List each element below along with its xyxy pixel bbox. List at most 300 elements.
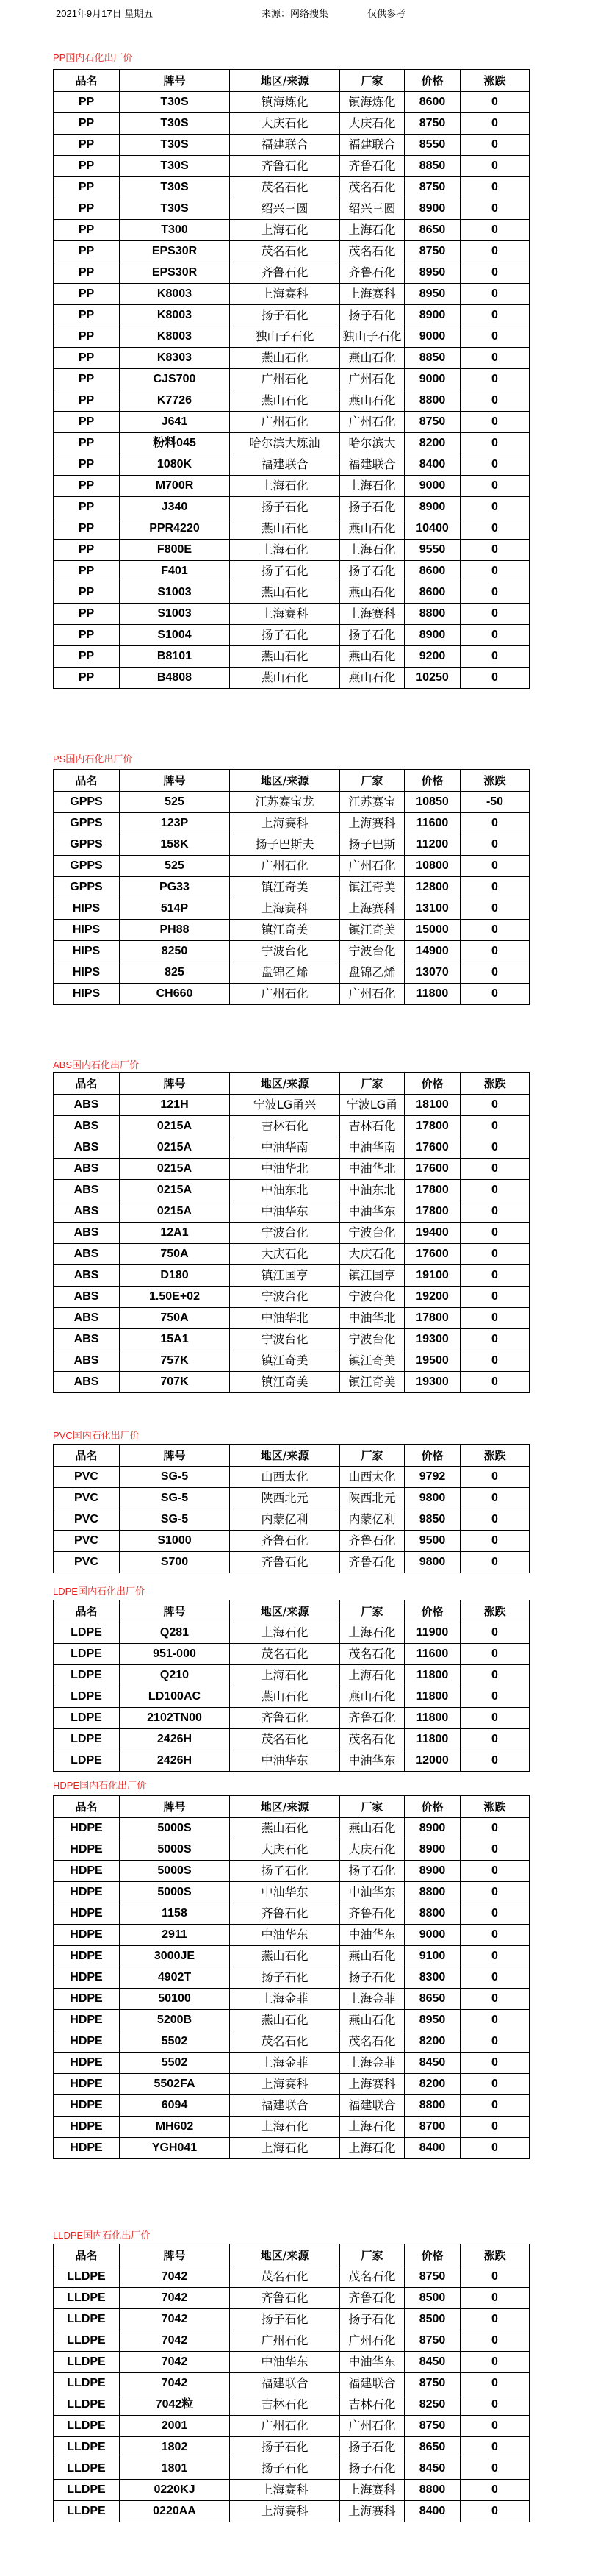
cell-price: 12800 xyxy=(405,877,461,898)
cell-price: 11200 xyxy=(405,834,461,856)
table-row xyxy=(54,668,530,689)
cell-price: 11800 xyxy=(405,984,461,1005)
cell-change: 0 xyxy=(461,1750,530,1772)
cell-grade: 7042 xyxy=(120,2309,230,2330)
cell-price: 11800 xyxy=(405,1729,461,1750)
cell-change: 0 xyxy=(461,2352,530,2373)
cell-category: HDPE xyxy=(54,2117,120,2138)
cell-grade: 7042 xyxy=(120,2288,230,2309)
cell-change: 0 xyxy=(461,2437,530,2458)
cell-change: 0 xyxy=(461,1159,530,1180)
cell-price: 8950 xyxy=(405,262,461,284)
cell-category: PVC xyxy=(54,1467,120,1488)
cell-grade: 0215A xyxy=(120,1116,230,1137)
price-table xyxy=(53,1795,530,2159)
cell-change: 0 xyxy=(461,497,530,518)
table-row xyxy=(54,433,530,454)
cell-factory: 齐鲁石化 xyxy=(340,1552,405,1573)
cell-price: 8550 xyxy=(405,135,461,156)
cell-grade: D180 xyxy=(120,1265,230,1287)
table-row xyxy=(54,2288,530,2309)
cell-price: 9792 xyxy=(405,1467,461,1488)
cell-price: 8850 xyxy=(405,348,461,369)
cell-price: 9100 xyxy=(405,1946,461,1967)
cell-change: 0 xyxy=(461,1350,530,1372)
table-row xyxy=(54,220,530,241)
cell-source: 吉林石化 xyxy=(230,1116,340,1137)
cell-price: 8200 xyxy=(405,2031,461,2053)
cell-grade: YGH041 xyxy=(120,2138,230,2159)
cell-price: 8900 xyxy=(405,1839,461,1861)
cell-price: 19500 xyxy=(405,1350,461,1372)
cell-source: 广州石化 xyxy=(230,984,340,1005)
cell-grade: T30S xyxy=(120,113,230,135)
cell-change: 0 xyxy=(461,2031,530,2053)
cell-factory: 上海石化 xyxy=(340,540,405,561)
column-header: 品名 xyxy=(54,770,120,792)
cell-grade: 7042 xyxy=(120,2330,230,2352)
cell-price: 8800 xyxy=(405,2480,461,2501)
cell-change: 0 xyxy=(461,305,530,326)
cell-change: 0 xyxy=(461,2330,530,2352)
cell-price: 11600 xyxy=(405,1644,461,1665)
table-row xyxy=(54,1116,530,1137)
column-header: 厂家 xyxy=(340,1796,405,1818)
cell-grade: K7726 xyxy=(120,390,230,412)
section-title: HDPE国内石化出厂价 xyxy=(53,1780,147,1791)
cell-source: 上海石化 xyxy=(230,2117,340,2138)
cell-category: HDPE xyxy=(54,2138,120,2159)
table-row xyxy=(54,476,530,497)
cell-source: 燕山石化 xyxy=(230,1686,340,1708)
price-table xyxy=(53,1600,530,1772)
cell-source: 齐鲁石化 xyxy=(230,262,340,284)
cell-factory: 齐鲁石化 xyxy=(340,2288,405,2309)
cell-source: 镇江奇美 xyxy=(230,877,340,898)
cell-change: 0 xyxy=(461,646,530,668)
cell-price: 8300 xyxy=(405,1967,461,1989)
cell-source: 吉林石化 xyxy=(230,2394,340,2416)
table-row xyxy=(54,856,530,877)
column-header: 涨跌 xyxy=(461,1600,530,1622)
column-header: 价格 xyxy=(405,1600,461,1622)
cell-source: 福建联合 xyxy=(230,454,340,476)
cell-change: 0 xyxy=(461,476,530,497)
cell-price: 8700 xyxy=(405,2117,461,2138)
cell-grade: S1003 xyxy=(120,604,230,625)
cell-category: LLDPE xyxy=(54,2373,120,2394)
column-header: 价格 xyxy=(405,1445,461,1467)
table-row xyxy=(54,2458,530,2480)
table-row xyxy=(54,1861,530,1882)
cell-price: 8200 xyxy=(405,2074,461,2095)
cell-price: 8400 xyxy=(405,454,461,476)
cell-change: 0 xyxy=(461,1903,530,1925)
cell-change: 0 xyxy=(461,198,530,220)
cell-factory: 扬子石化 xyxy=(340,497,405,518)
cell-grade: 525 xyxy=(120,792,230,813)
cell-price: 8450 xyxy=(405,2352,461,2373)
cell-change: 0 xyxy=(461,2416,530,2437)
cell-grade: MH602 xyxy=(120,2117,230,2138)
table-row xyxy=(54,1223,530,1244)
table-row xyxy=(54,1159,530,1180)
cell-grade: 1.50E+02 xyxy=(120,1287,230,1308)
cell-price: 8900 xyxy=(405,305,461,326)
cell-grade: K8303 xyxy=(120,348,230,369)
cell-grade: 0215A xyxy=(120,1137,230,1159)
cell-category: PP xyxy=(54,497,120,518)
table-header-row xyxy=(54,1445,530,1467)
cell-source: 上海石化 xyxy=(230,476,340,497)
cell-source: 中油华东 xyxy=(230,1882,340,1903)
cell-source: 燕山石化 xyxy=(230,582,340,604)
cell-price: 18100 xyxy=(405,1095,461,1116)
table-row xyxy=(54,2138,530,2159)
table-row xyxy=(54,1265,530,1287)
cell-source: 镇江奇美 xyxy=(230,1372,340,1393)
cell-category: PP xyxy=(54,220,120,241)
column-header: 价格 xyxy=(405,1073,461,1095)
cell-change: 0 xyxy=(461,540,530,561)
cell-price: 10400 xyxy=(405,518,461,540)
cell-factory: 燕山石化 xyxy=(340,348,405,369)
cell-change: 0 xyxy=(461,1509,530,1531)
cell-factory: 中油华东 xyxy=(340,1750,405,1772)
table-row xyxy=(54,305,530,326)
price-table xyxy=(53,1444,530,1573)
column-header: 价格 xyxy=(405,770,461,792)
cell-price: 8500 xyxy=(405,2288,461,2309)
cell-grade: K8003 xyxy=(120,305,230,326)
cell-grade: 825 xyxy=(120,962,230,984)
cell-category: HDPE xyxy=(54,1989,120,2010)
column-header: 牌号 xyxy=(120,1796,230,1818)
cell-category: ABS xyxy=(54,1116,120,1137)
cell-category: PVC xyxy=(54,1488,120,1509)
cell-grade: 2426H xyxy=(120,1729,230,1750)
cell-grade: 1158 xyxy=(120,1903,230,1925)
cell-source: 广州石化 xyxy=(230,856,340,877)
price-table xyxy=(53,69,530,689)
cell-change: 0 xyxy=(461,412,530,433)
table-row xyxy=(54,1329,530,1350)
cell-source: 茂名石化 xyxy=(230,1729,340,1750)
table-row xyxy=(54,792,530,813)
table-row xyxy=(54,1665,530,1686)
cell-factory: 福建联合 xyxy=(340,2095,405,2117)
cell-change: 0 xyxy=(461,177,530,198)
cell-source: 齐鲁石化 xyxy=(230,1903,340,1925)
cell-factory: 江苏赛宝 xyxy=(340,792,405,813)
table-row xyxy=(54,1839,530,1861)
cell-source: 山西太化 xyxy=(230,1467,340,1488)
table-row xyxy=(54,834,530,856)
cell-source: 上海赛科 xyxy=(230,2480,340,2501)
column-header: 厂家 xyxy=(340,1073,405,1095)
cell-price: 11600 xyxy=(405,813,461,834)
cell-source: 大庆石化 xyxy=(230,1244,340,1265)
cell-source: 中油华东 xyxy=(230,1925,340,1946)
cell-source: 扬子石化 xyxy=(230,1861,340,1882)
cell-source: 广州石化 xyxy=(230,369,340,390)
cell-factory: 广州石化 xyxy=(340,856,405,877)
cell-source: 扬子石化 xyxy=(230,1967,340,1989)
cell-source: 齐鲁石化 xyxy=(230,1531,340,1552)
cell-grade: EPS30R xyxy=(120,241,230,262)
cell-price: 8650 xyxy=(405,220,461,241)
cell-source: 上海石化 xyxy=(230,220,340,241)
cell-category: LDPE xyxy=(54,1665,120,1686)
cell-price: 14900 xyxy=(405,941,461,962)
cell-category: PP xyxy=(54,476,120,497)
column-header: 厂家 xyxy=(340,770,405,792)
cell-factory: 绍兴三圆 xyxy=(340,198,405,220)
cell-factory: 山西太化 xyxy=(340,1467,405,1488)
cell-price: 17800 xyxy=(405,1116,461,1137)
cell-change: 0 xyxy=(461,518,530,540)
cell-factory: 独山子石化 xyxy=(340,326,405,348)
cell-change: 0 xyxy=(461,2053,530,2074)
cell-price: 19200 xyxy=(405,1287,461,1308)
cell-price: 17600 xyxy=(405,1159,461,1180)
cell-grade: B4808 xyxy=(120,668,230,689)
cell-price: 9200 xyxy=(405,646,461,668)
cell-category: GPPS xyxy=(54,792,120,813)
cell-source: 大庆石化 xyxy=(230,113,340,135)
cell-price: 8650 xyxy=(405,1989,461,2010)
cell-change: 0 xyxy=(461,348,530,369)
cell-change: 0 xyxy=(461,1244,530,1265)
cell-category: PP xyxy=(54,518,120,540)
cell-grade: 7042 xyxy=(120,2373,230,2394)
table-row xyxy=(54,113,530,135)
cell-change: 0 xyxy=(461,1989,530,2010)
cell-factory: 上海赛科 xyxy=(340,898,405,920)
cell-grade: 12A1 xyxy=(120,1223,230,1244)
cell-price: 9000 xyxy=(405,326,461,348)
cell-price: 8900 xyxy=(405,1818,461,1839)
column-header: 厂家 xyxy=(340,2244,405,2266)
column-header: 涨跌 xyxy=(461,1796,530,1818)
table-row xyxy=(54,1531,530,1552)
cell-category: LDPE xyxy=(54,1729,120,1750)
table-row xyxy=(54,348,530,369)
cell-price: 9000 xyxy=(405,1925,461,1946)
cell-price: 8750 xyxy=(405,241,461,262)
cell-change: 0 xyxy=(461,1308,530,1329)
cell-source: 中油华北 xyxy=(230,1159,340,1180)
cell-category: PP xyxy=(54,348,120,369)
cell-grade: 5000S xyxy=(120,1839,230,1861)
cell-grade: 1801 xyxy=(120,2458,230,2480)
cell-source: 茂名石化 xyxy=(230,2031,340,2053)
cell-change: 0 xyxy=(461,625,530,646)
cell-factory: 燕山石化 xyxy=(340,582,405,604)
cell-change: 0 xyxy=(461,984,530,1005)
cell-factory: 内蒙亿利 xyxy=(340,1509,405,1531)
cell-price: 8800 xyxy=(405,1882,461,1903)
table-row xyxy=(54,326,530,348)
cell-category: LDPE xyxy=(54,1750,120,1772)
table-row xyxy=(54,198,530,220)
cell-price: 13070 xyxy=(405,962,461,984)
page-header xyxy=(0,3,595,21)
cell-price: 8950 xyxy=(405,284,461,305)
cell-factory: 茂名石化 xyxy=(340,177,405,198)
table-header-row xyxy=(54,2244,530,2266)
cell-change: 0 xyxy=(461,1180,530,1201)
cell-source: 上海石化 xyxy=(230,1622,340,1644)
section-title: LDPE国内石化出厂价 xyxy=(53,1586,145,1597)
column-header: 牌号 xyxy=(120,1600,230,1622)
cell-source: 中油华东 xyxy=(230,1750,340,1772)
cell-change: 0 xyxy=(461,1372,530,1393)
cell-source: 扬子石化 xyxy=(230,497,340,518)
table-header-row xyxy=(54,1600,530,1622)
cell-grade: 15A1 xyxy=(120,1329,230,1350)
cell-category: HDPE xyxy=(54,1946,120,1967)
cell-category: ABS xyxy=(54,1159,120,1180)
cell-factory: 齐鲁石化 xyxy=(340,1903,405,1925)
cell-source: 上海赛科 xyxy=(230,604,340,625)
table-row xyxy=(54,941,530,962)
section-title: LLDPE国内石化出厂价 xyxy=(53,2230,151,2241)
cell-grade: 7042 xyxy=(120,2352,230,2373)
cell-change: 0 xyxy=(461,1644,530,1665)
header-source: 来源：网络搜集 xyxy=(262,8,329,19)
cell-price: 8750 xyxy=(405,2266,461,2288)
section-title: PVC国内石化出厂价 xyxy=(53,1430,140,1441)
table-row xyxy=(54,2117,530,2138)
cell-factory: 广州石化 xyxy=(340,2416,405,2437)
cell-category: PVC xyxy=(54,1509,120,1531)
cell-change: 0 xyxy=(461,2501,530,2522)
cell-grade: 粉料045 xyxy=(120,433,230,454)
cell-source: 燕山石化 xyxy=(230,348,340,369)
cell-category: LDPE xyxy=(54,1644,120,1665)
cell-change: 0 xyxy=(461,241,530,262)
cell-factory: 上海赛科 xyxy=(340,284,405,305)
cell-factory: 福建联合 xyxy=(340,2373,405,2394)
column-header: 厂家 xyxy=(340,1445,405,1467)
cell-source: 燕山石化 xyxy=(230,2010,340,2031)
cell-category: LLDPE xyxy=(54,2480,120,2501)
cell-factory: 上海石化 xyxy=(340,2138,405,2159)
cell-category: ABS xyxy=(54,1244,120,1265)
cell-change: 0 xyxy=(461,2266,530,2288)
cell-change: 0 xyxy=(461,941,530,962)
cell-source: 中油华南 xyxy=(230,1137,340,1159)
cell-change: 0 xyxy=(461,1665,530,1686)
table-row xyxy=(54,1467,530,1488)
cell-factory: 扬子石化 xyxy=(340,305,405,326)
cell-change: 0 xyxy=(461,2138,530,2159)
cell-factory: 中油华东 xyxy=(340,1882,405,1903)
cell-source: 扬子石化 xyxy=(230,2437,340,2458)
cell-factory: 上海石化 xyxy=(340,476,405,497)
cell-factory: 宁波台化 xyxy=(340,1287,405,1308)
column-header: 价格 xyxy=(405,70,461,92)
cell-price: 8800 xyxy=(405,2095,461,2117)
cell-price: 8400 xyxy=(405,2138,461,2159)
cell-change: 0 xyxy=(461,1287,530,1308)
table-row xyxy=(54,540,530,561)
cell-grade: 6094 xyxy=(120,2095,230,2117)
cell-category: LLDPE xyxy=(54,2416,120,2437)
cell-source: 福建联合 xyxy=(230,135,340,156)
cell-grade: 3000JE xyxy=(120,1946,230,1967)
cell-change: 0 xyxy=(461,877,530,898)
cell-grade: 1802 xyxy=(120,2437,230,2458)
cell-category: HIPS xyxy=(54,898,120,920)
cell-category: LLDPE xyxy=(54,2394,120,2416)
cell-change: 0 xyxy=(461,1116,530,1137)
cell-price: 17800 xyxy=(405,1201,461,1223)
cell-factory: 宁波台化 xyxy=(340,1223,405,1244)
cell-category: PVC xyxy=(54,1552,120,1573)
cell-category: HDPE xyxy=(54,2010,120,2031)
cell-grade: PPR4220 xyxy=(120,518,230,540)
cell-grade: 5000S xyxy=(120,1861,230,1882)
cell-price: 11900 xyxy=(405,1622,461,1644)
table-header-row xyxy=(54,1796,530,1818)
cell-factory: 大庆石化 xyxy=(340,1244,405,1265)
cell-category: PP xyxy=(54,198,120,220)
cell-factory: 镇江奇美 xyxy=(340,920,405,941)
cell-price: 8600 xyxy=(405,92,461,113)
cell-change: 0 xyxy=(461,1708,530,1729)
cell-grade: Q281 xyxy=(120,1622,230,1644)
cell-change: 0 xyxy=(461,1967,530,1989)
cell-grade: 4902T xyxy=(120,1967,230,1989)
cell-category: HDPE xyxy=(54,1967,120,1989)
table-row xyxy=(54,2266,530,2288)
cell-source: 江苏赛宝龙 xyxy=(230,792,340,813)
cell-grade: J340 xyxy=(120,497,230,518)
cell-source: 宁波台化 xyxy=(230,1287,340,1308)
cell-price: 8200 xyxy=(405,433,461,454)
cell-factory: 盘锦乙烯 xyxy=(340,962,405,984)
cell-category: ABS xyxy=(54,1095,120,1116)
cell-category: PP xyxy=(54,604,120,625)
cell-change: 0 xyxy=(461,220,530,241)
table-header-row xyxy=(54,1073,530,1095)
price-table xyxy=(53,1072,530,1393)
cell-grade: SG-5 xyxy=(120,1509,230,1531)
table-row xyxy=(54,1308,530,1329)
cell-grade: 757K xyxy=(120,1350,230,1372)
cell-change: 0 xyxy=(461,1622,530,1644)
cell-factory: 镇江奇美 xyxy=(340,877,405,898)
table-row xyxy=(54,813,530,834)
cell-change: 0 xyxy=(461,2394,530,2416)
cell-category: HDPE xyxy=(54,1925,120,1946)
table-row xyxy=(54,962,530,984)
table-row xyxy=(54,156,530,177)
cell-price: 8750 xyxy=(405,2416,461,2437)
cell-price: 8750 xyxy=(405,2330,461,2352)
cell-factory: 上海金菲 xyxy=(340,1989,405,2010)
cell-factory: 广州石化 xyxy=(340,369,405,390)
table-row xyxy=(54,2309,530,2330)
cell-change: 0 xyxy=(461,2458,530,2480)
cell-source: 扬子石化 xyxy=(230,2309,340,2330)
cell-factory: 齐鲁石化 xyxy=(340,262,405,284)
cell-category: ABS xyxy=(54,1265,120,1287)
cell-price: 8650 xyxy=(405,2437,461,2458)
cell-factory: 中油华东 xyxy=(340,1925,405,1946)
